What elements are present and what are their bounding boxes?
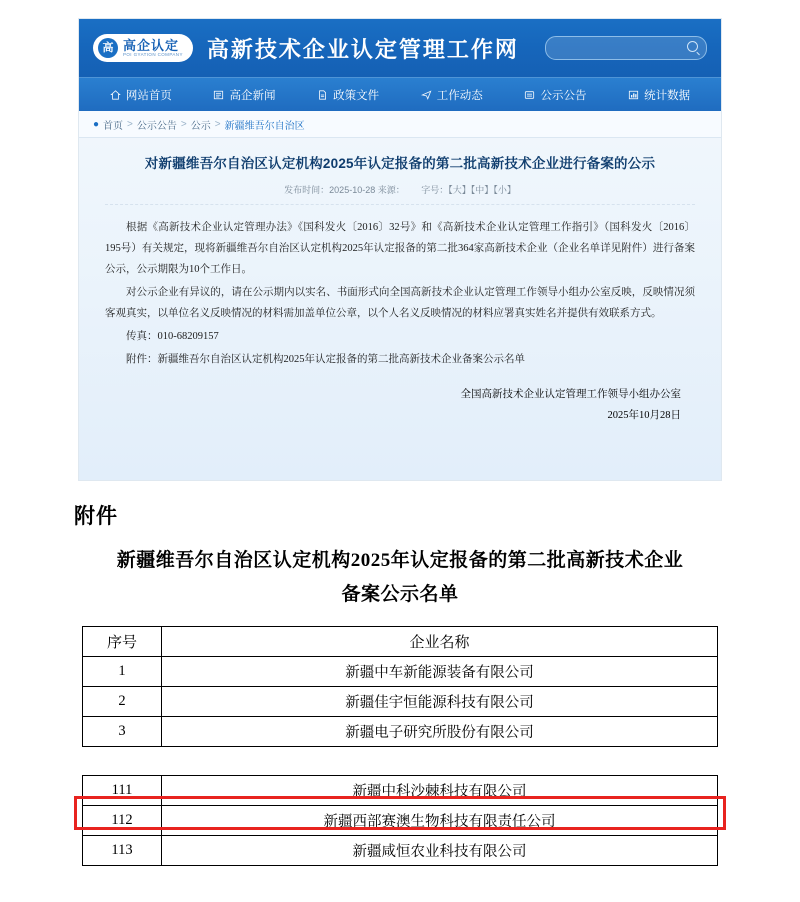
column-header-no: 序号 — [83, 627, 162, 657]
cell-company: 新疆佳宇恒能源科技有限公司 — [162, 687, 718, 717]
breadcrumb-item-home[interactable]: 首页 — [103, 120, 124, 132]
article-paragraph: 根据《高新技术企业认定管理办法》《国科发火〔2016〕32号》和《高新技术企业认定管理工作指引》（国科发火〔2016〕195号）有关规定，现将新疆维吾尔自治区认定机构2025年认定报备的第二批364家高新技术企业（企业名单详见附件）进行备案公示，公示期限为10个工作日。 — [105, 222, 695, 275]
nav-label: 高企新闻 — [229, 89, 276, 102]
nav-label: 政策文件 — [333, 89, 380, 102]
signature-date: 2025年10月28日 — [607, 410, 681, 421]
cell-company: 新疆咸恒农业科技有限公司 — [162, 836, 718, 866]
attachment-table-top — [82, 626, 718, 747]
cell-no: 1 — [83, 657, 162, 687]
home-icon — [110, 90, 121, 100]
logo-text-main: 高企认定 — [123, 37, 180, 53]
table-row — [83, 657, 718, 687]
cell-no: 3 — [83, 717, 162, 747]
cell-no: 111 — [83, 776, 162, 806]
article-body — [105, 217, 695, 370]
article-fax: 传真：010-68209157 — [126, 331, 219, 342]
location-pin-icon: ● — [93, 118, 100, 130]
logo-mark-icon: 高 — [98, 38, 118, 58]
article-signature-block — [105, 384, 695, 426]
table-row — [83, 836, 718, 866]
nav-item-statistics[interactable] — [628, 87, 690, 103]
publish-time: 发布时间：2025-10-28 — [284, 185, 376, 195]
cell-company: 新疆中科沙棘科技有限公司 — [162, 776, 718, 806]
source-label: 来源： — [377, 185, 405, 195]
table-gap — [0, 747, 800, 761]
nav-item-policy[interactable] — [317, 87, 379, 103]
table-row-highlighted — [83, 806, 718, 836]
attachment-title-line2: 备案公示名单 — [341, 584, 459, 605]
signature-org: 全国高新技术企业认定管理工作领导小组办公室 — [460, 389, 681, 400]
nav-label: 工作动态 — [436, 89, 483, 102]
cell-company: 新疆中车新能源装备有限公司 — [162, 657, 718, 687]
article-title: 对新疆维吾尔自治区认定机构2025年认定报备的第二批高新技术企业进行备案的公示 — [144, 156, 656, 171]
nav-item-news[interactable] — [213, 87, 275, 103]
site-logo[interactable] — [93, 34, 193, 62]
fontsize-label: 字号： — [421, 185, 449, 195]
nav-label: 公示公告 — [540, 89, 587, 102]
article-meta — [105, 183, 695, 205]
table-header-row — [83, 627, 718, 657]
column-header-company: 企业名称 — [162, 627, 718, 657]
logo-text-sub: POI GYATION COMPANY — [123, 51, 183, 57]
article-paragraph: 对公示企业有异议的，请在公示期内以实名、书面形式向全国高新技术企业认定管理工作领导小组办公室反映，反映情况须客观真实，以单位名义反映情况的材料需加盖单位公章，以个人名义反映情况的材料应署真实姓名并提供有效联系方式。 — [105, 287, 695, 319]
search-icon[interactable] — [687, 41, 698, 52]
main-navigation — [79, 77, 721, 111]
news-icon — [213, 90, 224, 100]
cell-company: 新疆西部赛澳生物科技有限责任公司 — [162, 806, 718, 836]
table-row — [83, 717, 718, 747]
cell-company: 新疆电子研究所股份有限公司 — [162, 717, 718, 747]
chart-icon — [628, 90, 639, 100]
breadcrumb-item-announcement[interactable]: 公示公告 — [136, 120, 177, 132]
attachment-title — [0, 544, 800, 612]
table-row — [83, 776, 718, 806]
fontsize-small[interactable]: 【小】 — [493, 185, 516, 195]
fontsize-large[interactable]: 【大】 — [448, 185, 471, 195]
nav-item-announcement[interactable] — [524, 87, 586, 103]
breadcrumb-item-current: 新疆维吾尔自治区 — [224, 120, 305, 132]
site-title: 高新技术企业认定管理工作网 — [206, 36, 519, 62]
breadcrumb — [79, 111, 721, 138]
fontsize-medium[interactable]: 【中】 — [470, 185, 494, 195]
attachment-table-bottom — [82, 775, 718, 866]
nav-item-work-updates[interactable] — [421, 87, 483, 103]
announce-icon — [524, 90, 535, 100]
file-icon — [317, 90, 328, 100]
site-header — [79, 19, 721, 77]
nav-item-home[interactable] — [110, 87, 172, 103]
attachment-title-line1: 新疆维吾尔自治区认定机构2025年认定报备的第二批高新技术企业 — [116, 550, 684, 571]
website-screenshot — [78, 18, 722, 481]
nav-label: 网站首页 — [125, 89, 172, 102]
article-attachment-note: 附件：新疆维吾尔自治区认定机构2025年认定报备的第二批高新技术企业备案公示名单 — [126, 354, 525, 365]
attachment-section — [0, 500, 800, 866]
attachment-label: 附件 — [74, 504, 118, 528]
cell-no: 112 — [83, 806, 162, 836]
breadcrumb-separator: > — [214, 118, 221, 130]
nav-label: 统计数据 — [644, 89, 691, 102]
breadcrumb-item-public[interactable]: 公示 — [190, 120, 211, 132]
breadcrumb-separator: > — [127, 118, 133, 130]
article-card — [105, 154, 695, 436]
cell-no: 2 — [83, 687, 162, 717]
breadcrumb-separator: > — [180, 118, 187, 130]
send-icon — [421, 90, 432, 100]
cell-no: 113 — [83, 836, 162, 866]
search-input[interactable] — [545, 36, 707, 60]
table-row — [83, 687, 718, 717]
